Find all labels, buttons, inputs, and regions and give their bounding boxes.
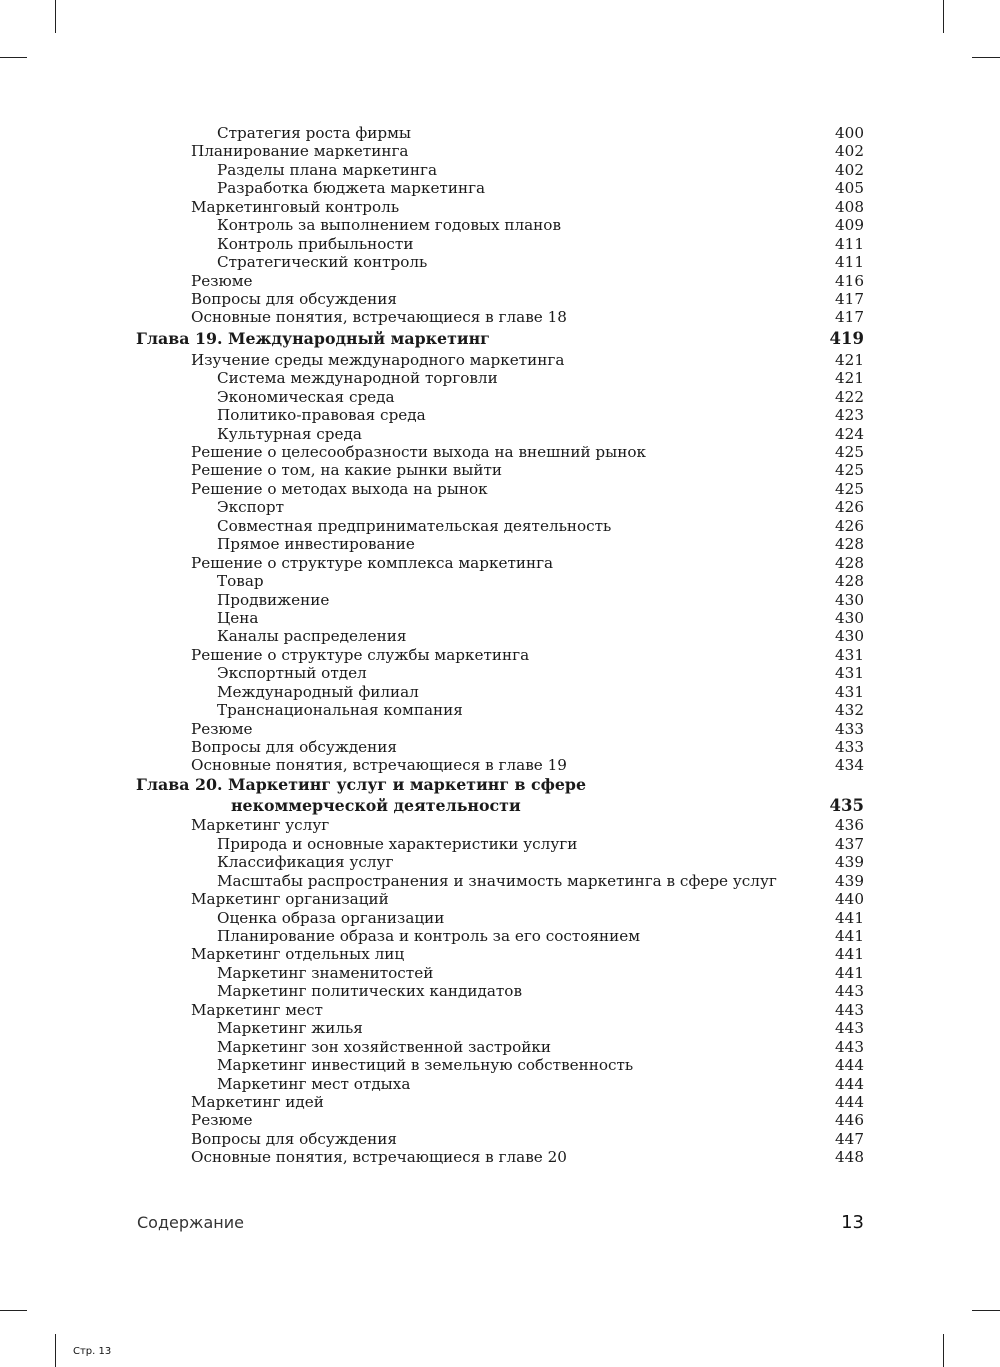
toc-entry-title: Масштабы распространения и значимость маркетинга в сфере услуг [217, 871, 777, 890]
toc-entry-title: Политико-правовая среда [217, 406, 426, 425]
toc-entry-title: Товар [217, 572, 264, 591]
toc-entry [136, 369, 864, 387]
toc-entry-page: 428 [835, 535, 864, 554]
toc-entry-title: Транснациональная компания [217, 701, 463, 720]
toc-entry-title: Маркетинговый контроль [191, 197, 400, 216]
toc-entry-title: Вопросы для обсуждения [191, 1129, 397, 1148]
toc-entry-page: 443 [835, 982, 864, 1001]
toc-entry [136, 124, 864, 142]
toc-entry-title: Основные понятия, встречающиеся в главе 18 [191, 308, 567, 327]
table-of-contents [136, 124, 864, 1167]
toc-entry-page: 409 [835, 216, 864, 235]
toc-entry [136, 1148, 864, 1166]
toc-entry-title: Стратегический контроль [217, 253, 428, 272]
toc-entry-title: Решение о том, на какие рынки выйти [191, 461, 503, 480]
crop-mark [943, 0, 944, 33]
toc-entry-page: 425 [835, 461, 864, 480]
toc-entry-page: 432 [835, 701, 864, 720]
toc-entry [136, 253, 864, 271]
toc-entry-title: Маркетинг политических кандидатов [217, 982, 522, 1001]
toc-entry-title: Маркетинг жилья [217, 1019, 363, 1038]
toc-entry [136, 1093, 864, 1111]
toc-entry-page: 433 [835, 719, 864, 738]
toc-entry-page: 441 [835, 963, 864, 982]
toc-entry [136, 290, 864, 308]
toc-entry-page: 443 [835, 1000, 864, 1019]
toc-entry-page: 421 [835, 350, 864, 369]
toc-entry [136, 927, 864, 945]
toc-entry-page: 417 [835, 289, 864, 308]
toc-entry [136, 835, 864, 853]
toc-entry-title: Система международной торговли [217, 369, 498, 388]
toc-entry [136, 738, 864, 756]
toc-entry [136, 872, 864, 890]
toc-entry-title: Экономическая среда [217, 387, 395, 406]
toc-entry-page: 441 [835, 908, 864, 927]
toc-entry [136, 272, 864, 290]
toc-entry [136, 480, 864, 498]
toc-entry-page: 444 [835, 1092, 864, 1111]
toc-entry-title: Глава 19. Международный маркетинг [136, 328, 490, 348]
toc-entry-title: Маркетинг мест отдыха [217, 1074, 411, 1093]
toc-entry-page: 426 [835, 516, 864, 535]
toc-entry-page: 435 [829, 796, 864, 816]
toc-entry [136, 591, 864, 609]
toc-entry [136, 161, 864, 179]
toc-entry-title: Маркетинг идей [191, 1092, 324, 1111]
toc-entry-title: Контроль прибыльности [217, 234, 414, 253]
toc-entry [136, 216, 864, 234]
toc-entry [136, 198, 864, 216]
toc-entry-page: 423 [835, 406, 864, 425]
toc-entry-page: 428 [835, 553, 864, 572]
toc-entry [136, 720, 864, 738]
toc-entry [136, 406, 864, 424]
toc-entry-title: Цена [217, 608, 259, 627]
toc-entry [136, 1130, 864, 1148]
toc-entry-title: Планирование образа и контроль за его состоянием [217, 927, 641, 945]
toc-entry-page: 431 [835, 664, 864, 683]
toc-entry [136, 909, 864, 927]
toc-entry-page: 431 [835, 682, 864, 701]
page-number: 13 [841, 1212, 864, 1233]
toc-entry-title: Оценка образа организации [217, 908, 445, 927]
toc-entry-title: Резюме [191, 719, 253, 738]
toc-entry [136, 425, 864, 443]
toc-entry [136, 142, 864, 160]
toc-entry-page: 402 [835, 142, 864, 161]
toc-entry-title: Вопросы для обсуждения [191, 289, 397, 308]
toc-entry-title: Культурная среда [217, 424, 362, 443]
toc-entry [136, 535, 864, 553]
toc-entry-page: 405 [835, 179, 864, 198]
toc-entry-page: 444 [835, 1074, 864, 1093]
running-footer-title: Содержание [137, 1213, 244, 1232]
toc-entry-title: Маркетинг знаменитостей [217, 963, 434, 982]
toc-entry-page: 426 [835, 498, 864, 517]
toc-entry-page: 447 [835, 1129, 864, 1148]
toc-entry [136, 627, 864, 645]
toc-entry-page: 433 [835, 738, 864, 756]
toc-entry [136, 1038, 864, 1056]
toc-entry [136, 498, 864, 516]
toc-entry-page: 419 [829, 328, 864, 348]
toc-entry-page: 444 [835, 1056, 864, 1075]
toc-entry-title: Планирование маркетинга [191, 142, 409, 161]
toc-entry-title: Маркетинг отдельных лиц [191, 945, 405, 964]
toc-entry-page: 441 [835, 927, 864, 945]
toc-entry [136, 388, 864, 406]
crop-mark [0, 57, 27, 58]
toc-entry-title: некоммерческой деятельности [231, 796, 521, 816]
toc-entry [136, 756, 864, 774]
toc-entry [136, 1111, 864, 1129]
toc-entry-title: Маркетинг инвестиций в земельную собственность [217, 1056, 634, 1075]
sheet-label: Стр. 13 [73, 1346, 112, 1357]
toc-entry-page: 430 [835, 627, 864, 646]
toc-entry-page: 446 [835, 1111, 864, 1130]
toc-entry-title: Совместная предпринимательская деятельность [217, 516, 612, 535]
toc-entry-title: Вопросы для обсуждения [191, 738, 397, 756]
crop-mark [972, 1310, 1000, 1311]
toc-entry [136, 572, 864, 590]
toc-entry [136, 308, 864, 326]
toc-entry-title: Природа и основные характеристики услуги [217, 834, 578, 853]
toc-entry-page: 425 [835, 443, 864, 461]
crop-mark [0, 1310, 27, 1311]
toc-entry-title: Стратегия роста фирмы [217, 124, 411, 142]
crop-mark [55, 1334, 56, 1367]
toc-entry-title: Маркетинг организаций [191, 890, 389, 909]
toc-entry-page: 436 [835, 816, 864, 835]
toc-entry [136, 1001, 864, 1019]
toc-entry [136, 517, 864, 535]
toc-entry-title: Разделы плана маркетинга [217, 160, 438, 179]
crop-mark [55, 0, 56, 33]
toc-entry-page: 425 [835, 479, 864, 498]
toc-entry-page: 443 [835, 1037, 864, 1056]
toc-entry-title: Решение о целесообразности выхода на внешний рынок [191, 443, 646, 461]
toc-entry-page: 400 [835, 124, 864, 142]
toc-entry [136, 982, 864, 1000]
toc-chapter-row [136, 795, 864, 816]
toc-entry-page: 441 [835, 945, 864, 964]
toc-entry [136, 646, 864, 664]
toc-entry-page: 424 [835, 424, 864, 443]
toc-entry-page: 402 [835, 160, 864, 179]
toc-entry-title: Изучение среды международного маркетинга [191, 350, 565, 369]
toc-entry-page: 411 [835, 234, 864, 253]
crop-mark [972, 57, 1000, 58]
toc-entry-page: 439 [835, 871, 864, 890]
toc-entry-title: Решение о структуре службы маркетинга [191, 645, 530, 664]
toc-entry-page: 430 [835, 590, 864, 609]
toc-entry [136, 683, 864, 701]
toc-entry-title: Каналы распределения [217, 627, 407, 646]
toc-entry [136, 609, 864, 627]
toc-entry-title: Глава 20. Маркетинг услуг и маркетинг в сфере [136, 774, 587, 794]
toc-entry-title: Экспорт [217, 498, 285, 517]
toc-entry-page: 439 [835, 853, 864, 872]
toc-entry [136, 1056, 864, 1074]
toc-entry-title: Решение о методах выхода на рынок [191, 479, 488, 498]
toc-entry-page: 428 [835, 572, 864, 591]
toc-entry-title: Маркетинг зон хозяйственной застройки [217, 1037, 551, 1056]
crop-mark [943, 1334, 944, 1367]
toc-entry [136, 816, 864, 834]
toc-entry-title: Маркетинг мест [191, 1000, 323, 1019]
toc-entry [136, 664, 864, 682]
toc-entry-page: 431 [835, 645, 864, 664]
toc-entry-title: Маркетинг услуг [191, 816, 330, 835]
toc-entry-page: 421 [835, 369, 864, 388]
toc-chapter-row [136, 775, 864, 796]
toc-entry [136, 964, 864, 982]
toc-entry-title: Разработка бюджета маркетинга [217, 179, 486, 198]
toc-entry [136, 443, 864, 461]
toc-entry-page: 448 [835, 1148, 864, 1167]
toc-entry-page: 408 [835, 197, 864, 216]
toc-entry-title: Решение о структуре комплекса маркетинга [191, 553, 554, 572]
toc-entry [136, 554, 864, 572]
toc-entry-title: Международный филиал [217, 682, 419, 701]
toc-entry-title: Резюме [191, 1111, 253, 1130]
toc-entry-page: 437 [835, 834, 864, 853]
toc-entry-page: 417 [835, 308, 864, 327]
toc-entry-title: Экспортный отдел [217, 664, 367, 683]
toc-entry [136, 235, 864, 253]
toc-entry [136, 179, 864, 197]
toc-entry-title: Прямое инвестирование [217, 535, 415, 554]
toc-entry-page: 416 [835, 271, 864, 290]
toc-entry [136, 853, 864, 871]
toc-entry-page: 440 [835, 890, 864, 909]
toc-entry [136, 1075, 864, 1093]
toc-entry-title: Основные понятия, встречающиеся в главе 20 [191, 1148, 567, 1167]
toc-entry-page: 443 [835, 1019, 864, 1038]
toc-entry-title: Резюме [191, 271, 253, 290]
toc-entry [136, 351, 864, 369]
toc-entry-page: 430 [835, 608, 864, 627]
toc-entry-page: 411 [835, 253, 864, 272]
toc-entry [136, 461, 864, 479]
toc-chapter-row [136, 327, 864, 351]
toc-entry-page: 422 [835, 387, 864, 406]
toc-entry-title: Продвижение [217, 590, 330, 609]
toc-entry-title: Классификация услуг [217, 853, 394, 872]
toc-entry [136, 1019, 864, 1037]
toc-entry [136, 945, 864, 963]
toc-entry-page: 434 [835, 756, 864, 775]
toc-entry-title: Контроль за выполнением годовых планов [217, 216, 562, 235]
toc-entry [136, 890, 864, 908]
toc-entry [136, 701, 864, 719]
toc-entry-title: Основные понятия, встречающиеся в главе 19 [191, 756, 567, 775]
